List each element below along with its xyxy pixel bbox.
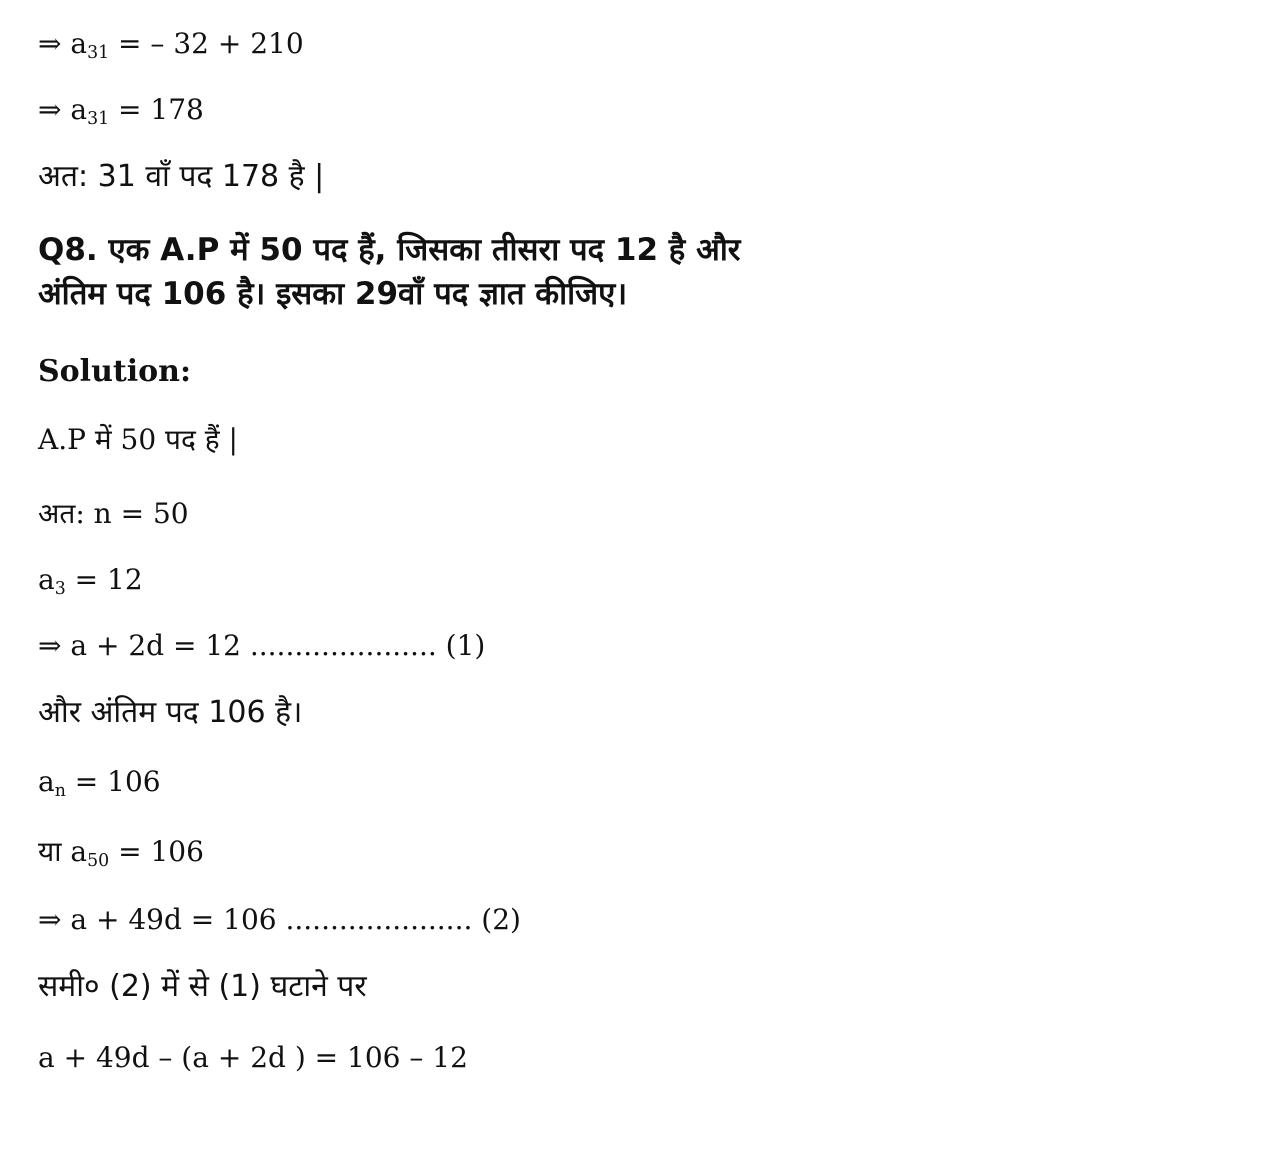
equation-subtraction: a + 49d – (a + 2d ) = 106 – 12 <box>38 1041 468 1074</box>
equation-prefix: या a <box>38 835 88 868</box>
equation-1: ⇒ a + 2d = 12 ..................... (1) <box>38 629 486 662</box>
question-q8 <box>38 228 740 316</box>
conclusion-31st-term: अत: 31 वाँ पद 178 है | <box>38 159 325 194</box>
equation-rhs: = 12 <box>65 563 143 596</box>
equation-rhs: = 178 <box>109 93 204 126</box>
equation-prefix: ⇒ a <box>38 27 88 60</box>
subscript: 3 <box>54 578 66 599</box>
question-line-1: Q8. एक A.P में 50 पद हैं, जिसका तीसरा पद 12 है और <box>38 232 741 268</box>
solution-heading: Solution: <box>38 354 192 389</box>
equation-prefix: ⇒ a <box>38 93 88 126</box>
equation-rhs: = – 32 + 210 <box>109 27 304 60</box>
statement-subtract: समी० (2) में से (1) घटाने पर <box>38 969 367 1004</box>
subscript: n <box>54 780 66 801</box>
equation-2: ⇒ a + 49d = 106 ..................... (2) <box>38 903 521 936</box>
equation-a3 <box>38 563 143 599</box>
equation-a31-result <box>38 93 204 129</box>
equation-rhs: = 106 <box>65 765 161 798</box>
question-line-2: अंतिम पद 106 है। इसका 29वाँ पद ज्ञात कीजिए। <box>38 276 628 312</box>
equation-rhs: = 106 <box>109 835 204 868</box>
subscript: 31 <box>87 108 110 129</box>
equation-a31-sum <box>38 27 304 63</box>
subscript: 31 <box>87 42 110 63</box>
equation-a50 <box>38 835 204 871</box>
equation-n-50: अत: n = 50 <box>38 497 189 530</box>
statement-50-terms: A.P में 50 पद हैं | <box>38 423 238 456</box>
equation-prefix: a <box>38 765 55 798</box>
equation-prefix: a <box>38 563 55 596</box>
equation-an <box>38 765 161 801</box>
subscript: 50 <box>87 850 110 871</box>
statement-last-term: और अंतिम पद 106 है। <box>38 695 303 730</box>
